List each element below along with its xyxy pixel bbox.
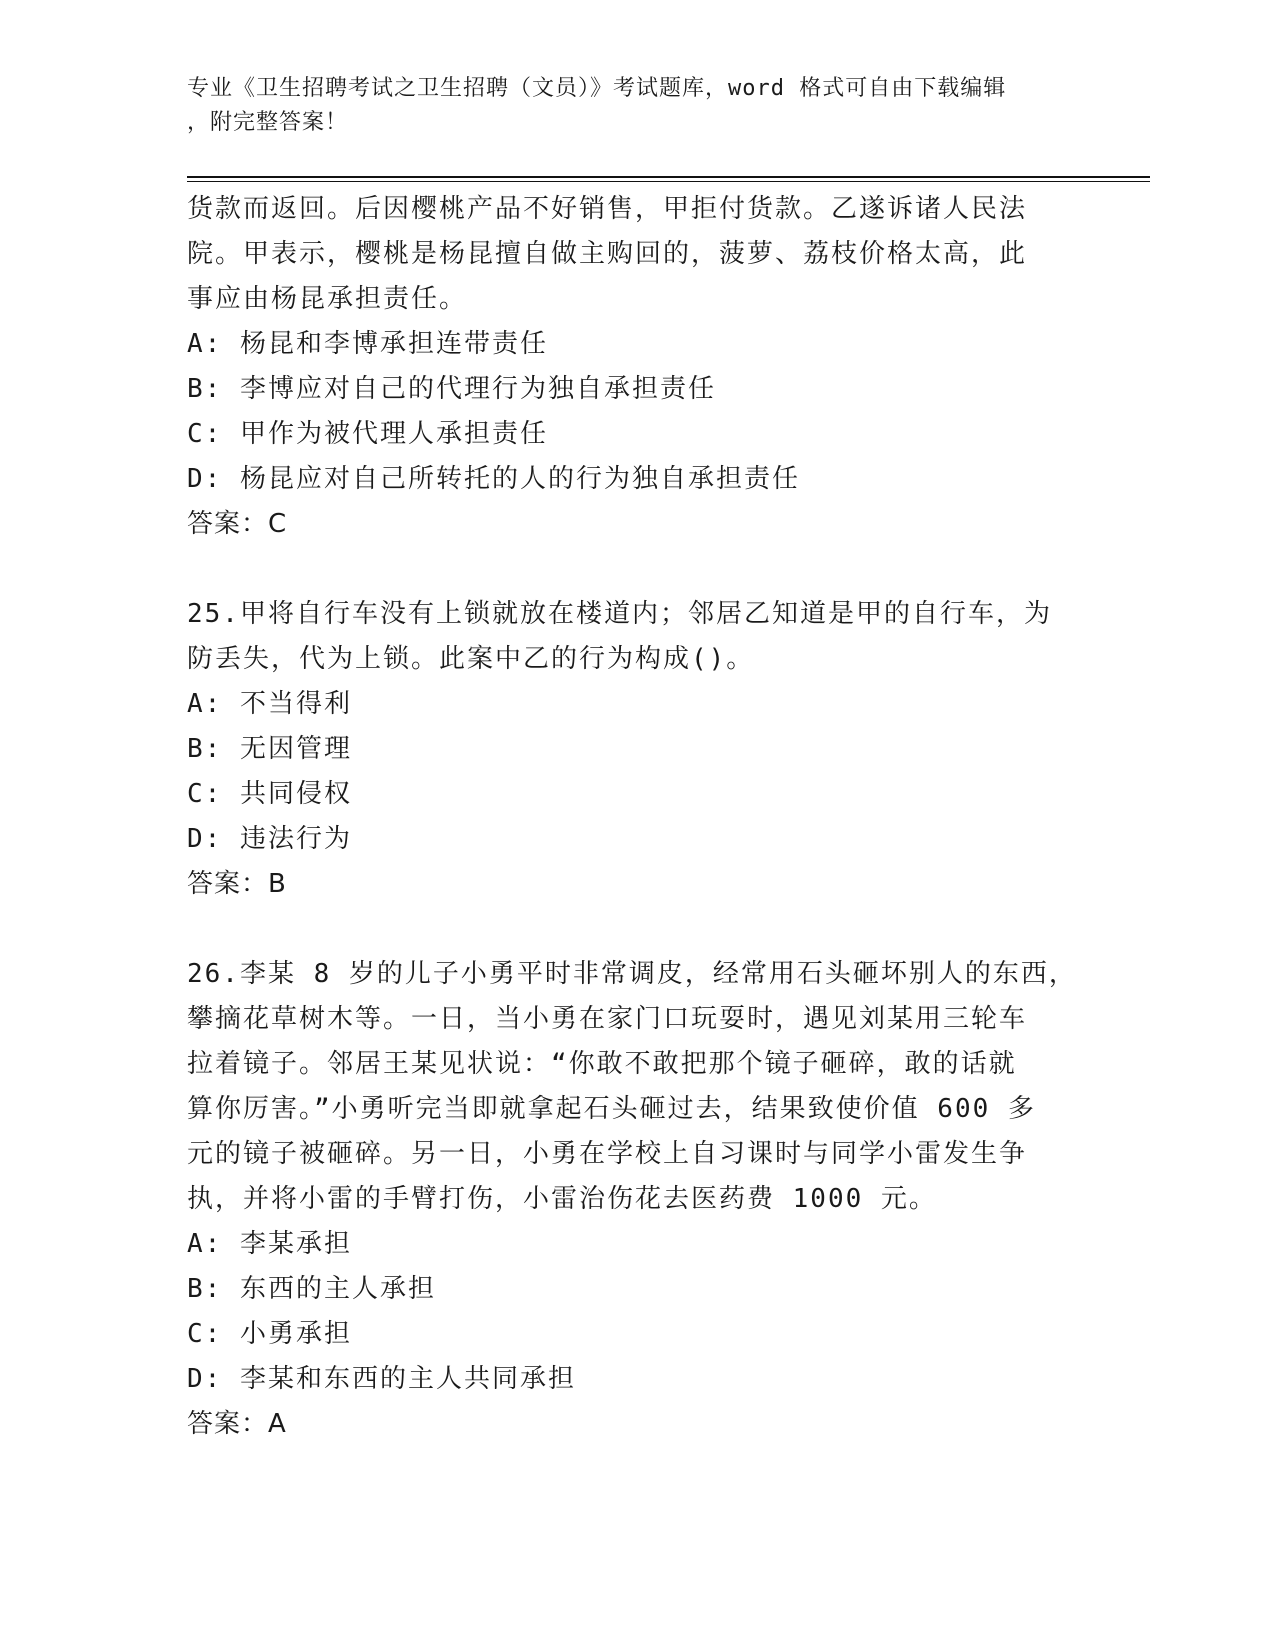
answer-value: C <box>268 509 288 539</box>
option-c: C: 甲作为被代理人承担责任 <box>187 419 548 449</box>
document-header <box>187 72 1067 140</box>
question-stem-line: 执，并将小雷的手臂打伤，小雷治伤花去医药费 1000 元。 <box>187 1184 937 1214</box>
question-24 <box>187 187 1087 547</box>
question-stem-line: 防丢失，代为上锁。此案中乙的行为构成()。 <box>187 644 755 674</box>
option-d: D: 杨昆应对自己所转托的人的行为独自承担责任 <box>187 464 800 494</box>
header-line-2: ，附完整答案！ <box>187 110 349 135</box>
question-stem-line: 拉着镜子。邻居王某见状说：“你敢不敢把那个镜子砸碎，敢的话就 <box>187 1049 1017 1079</box>
question-stem-line: 货款而返回。后因樱桃产品不好销售，甲拒付货款。乙遂诉诸人民法 <box>187 194 1028 224</box>
question-gap <box>187 547 1087 592</box>
answer-line <box>187 862 1087 907</box>
answer-line <box>187 1402 1087 1447</box>
header-line-1: 专业《卫生招聘考试之卫生招聘（文员）》考试题库，word 格式可自由下载编辑 <box>187 76 1007 101</box>
question-26 <box>187 952 1087 1447</box>
question-stem-line: 算你厉害。”小勇听完当即就拿起石头砸过去，结果致使价值 600 多 <box>187 1094 1036 1124</box>
answer-value: A <box>268 1409 287 1439</box>
question-stem-line: 院。甲表示，樱桃是杨昆擅自做主购回的，菠萝、荔枝价格太高，此 <box>187 239 1028 269</box>
option-d: D: 李某和东西的主人共同承担 <box>187 1364 576 1394</box>
header-rule-thick <box>187 176 1150 178</box>
question-stem-line: 攀摘花草树木等。一日，当小勇在家门口玩耍时，遇见刘某用三轮车 <box>187 1004 1028 1034</box>
option-b: B: 无因管理 <box>187 734 352 764</box>
answer-line <box>187 502 1087 547</box>
option-c: C: 小勇承担 <box>187 1319 352 1349</box>
option-a: A: 不当得利 <box>187 689 352 719</box>
question-content <box>187 187 1087 1447</box>
question-gap <box>187 907 1087 952</box>
answer-label: 答案： <box>187 509 269 539</box>
option-c: C: 共同侵权 <box>187 779 352 809</box>
option-b: B: 李博应对自己的代理行为独自承担责任 <box>187 374 716 404</box>
question-stem-line: 26.李某 8 岁的儿子小勇平时非常调皮，经常用石头砸坏别人的东西， <box>187 959 1077 989</box>
option-b: B: 东西的主人承担 <box>187 1274 436 1304</box>
question-stem-line: 事应由杨昆承担责任。 <box>187 284 468 314</box>
option-a: A: 李某承担 <box>187 1229 352 1259</box>
answer-label: 答案： <box>187 869 269 899</box>
option-a: A: 杨昆和李博承担连带责任 <box>187 329 548 359</box>
question-stem-line: 25.甲将自行车没有上锁就放在楼道内；邻居乙知道是甲的自行车，为 <box>187 599 1052 629</box>
header-rule-thin <box>187 181 1150 182</box>
question-stem-line: 元的镜子被砸碎。另一日，小勇在学校上自习课时与同学小雷发生争 <box>187 1139 1028 1169</box>
option-d: D: 违法行为 <box>187 824 352 854</box>
question-25 <box>187 592 1087 907</box>
answer-label: 答案： <box>187 1409 269 1439</box>
answer-value: B <box>268 869 287 899</box>
